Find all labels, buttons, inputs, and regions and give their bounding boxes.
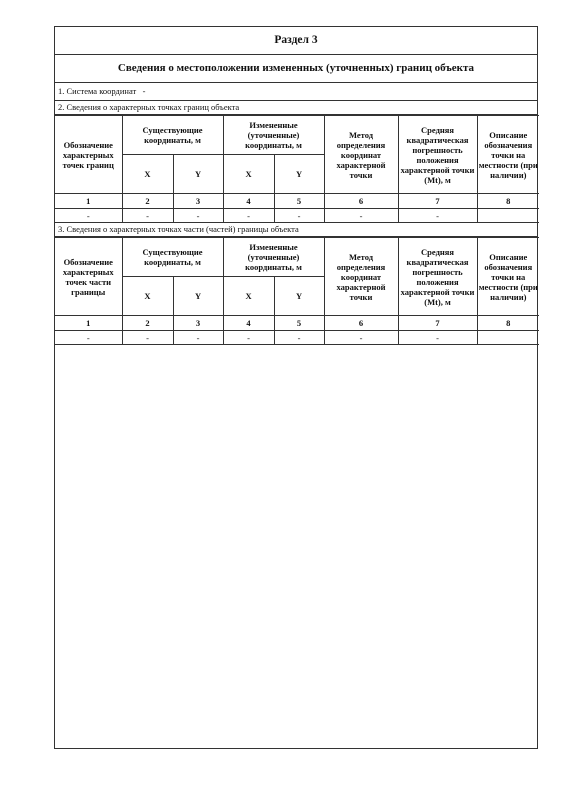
table1-data-cell: - bbox=[274, 209, 324, 223]
table1-data-cell bbox=[477, 209, 539, 223]
coordinate-system-row bbox=[55, 83, 537, 101]
table2-header-description: Описание обозначения точки на местности (при наличии) bbox=[477, 238, 539, 316]
table1-num-cell: 8 bbox=[477, 194, 539, 209]
coordinate-system-value: - bbox=[142, 86, 146, 96]
table2-header-changed-y: Y bbox=[274, 277, 324, 316]
table2-number-row bbox=[55, 316, 539, 331]
table2-num-cell: 2 bbox=[122, 316, 173, 331]
table2-num-cell: 5 bbox=[274, 316, 324, 331]
table2-header-existing: Существующие координаты, м bbox=[122, 238, 223, 277]
table2-header-existing-y: Y bbox=[173, 277, 223, 316]
table1-data-cell: - bbox=[122, 209, 173, 223]
table2-header-changed: Измененные (уточненные) координаты, м bbox=[223, 238, 324, 277]
table2-num-cell: 7 bbox=[398, 316, 477, 331]
table2-header-existing-x: X bbox=[122, 277, 173, 316]
table1-num-cell: 4 bbox=[223, 194, 274, 209]
table2-header-error: Средняя квадратическая погрешность положения характерной точки (Mt), м bbox=[398, 238, 477, 316]
table1-header-error: Средняя квадратическая погрешность положения характерной точки (Mt), м bbox=[398, 116, 477, 194]
table1-data-cell: - bbox=[324, 209, 398, 223]
table1-data-cell: - bbox=[398, 209, 477, 223]
table1-data-cell: - bbox=[173, 209, 223, 223]
table2-data-row bbox=[55, 331, 539, 345]
table2-data-cell: - bbox=[398, 331, 477, 345]
table2-num-cell: 4 bbox=[223, 316, 274, 331]
table2-data-cell: - bbox=[122, 331, 173, 345]
table1-data-row bbox=[55, 209, 539, 223]
table1-header-description: Описание обозначения точки на местности (при наличии) bbox=[477, 116, 539, 194]
document-frame bbox=[54, 26, 538, 749]
table2-header-point: Обозначение характерных точек части границы bbox=[55, 238, 122, 316]
table1-header-existing-y: Y bbox=[173, 155, 223, 194]
coordinate-system-label: 1. Система координат bbox=[58, 86, 137, 96]
table2-data-cell: - bbox=[223, 331, 274, 345]
table1-number-row bbox=[55, 194, 539, 209]
document-title: Сведения о местоположении измененных (уточненных) границ объекта bbox=[55, 55, 537, 83]
table1-num-cell: 7 bbox=[398, 194, 477, 209]
table2-data-cell: - bbox=[173, 331, 223, 345]
table2-num-cell: 1 bbox=[55, 316, 122, 331]
table2-data-cell: - bbox=[55, 331, 122, 345]
table1-header-existing: Существующие координаты, м bbox=[122, 116, 223, 155]
table1-num-cell: 3 bbox=[173, 194, 223, 209]
table2-caption: 3. Сведения о характерных точках части (частей) границы объекта bbox=[55, 223, 537, 237]
table1-header-point: Обозначение характерных точек границ bbox=[55, 116, 122, 194]
table1-header-changed-y: Y bbox=[274, 155, 324, 194]
table2-header-method: Метод определения координат характерной точки bbox=[324, 238, 398, 316]
table1-num-cell: 5 bbox=[274, 194, 324, 209]
table2-data-cell bbox=[477, 331, 539, 345]
table2-num-cell: 3 bbox=[173, 316, 223, 331]
table2-data-cell: - bbox=[274, 331, 324, 345]
table1-header-changed-x: X bbox=[223, 155, 274, 194]
table1-caption: 2. Сведения о характерных точках границ объекта bbox=[55, 101, 537, 115]
table2-num-cell: 8 bbox=[477, 316, 539, 331]
table2-num-cell: 6 bbox=[324, 316, 398, 331]
table2-data-cell: - bbox=[324, 331, 398, 345]
table2-header-changed-x: X bbox=[223, 277, 274, 316]
table1-header-changed: Измененные (уточненные) координаты, м bbox=[223, 116, 324, 155]
table1-num-cell: 6 bbox=[324, 194, 398, 209]
table2 bbox=[55, 237, 539, 345]
section-title: Раздел 3 bbox=[55, 27, 537, 55]
table1-num-cell: 1 bbox=[55, 194, 122, 209]
table1-header-existing-x: X bbox=[122, 155, 173, 194]
table1-num-cell: 2 bbox=[122, 194, 173, 209]
table1-data-cell: - bbox=[55, 209, 122, 223]
table1 bbox=[55, 115, 539, 223]
table1-data-cell: - bbox=[223, 209, 274, 223]
table1-header-method: Метод определения координат характерной точки bbox=[324, 116, 398, 194]
